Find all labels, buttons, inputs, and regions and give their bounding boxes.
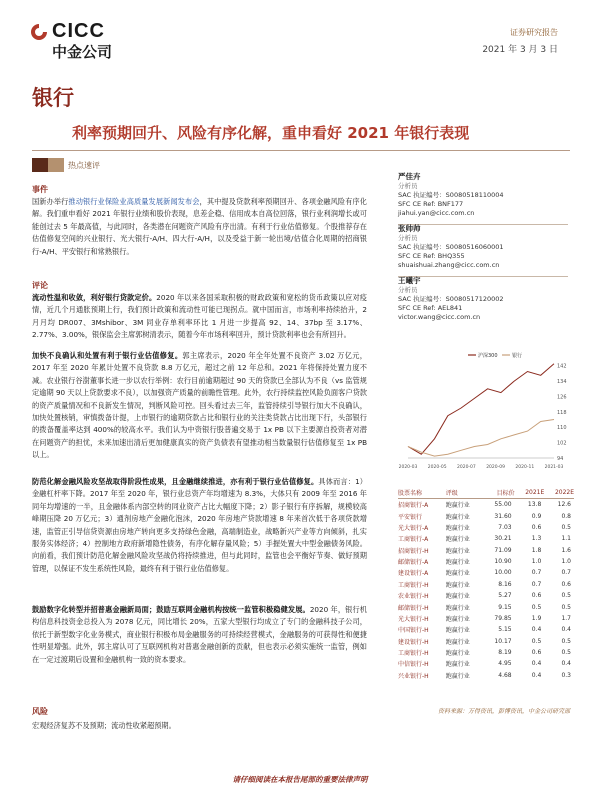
table-row <box>398 636 574 647</box>
analyst-role: 分析员 <box>398 234 418 242</box>
analyst-email[interactable]: jiahui.yan@cicc.com.cn <box>398 209 475 217</box>
x-tick-label: 2020-11 <box>515 465 535 470</box>
table-cell: 0.6 <box>531 592 542 600</box>
report-type: 证券研究报告 <box>510 28 558 37</box>
table-cell: 79.85 <box>494 614 512 622</box>
y-tick-label: 134 <box>557 379 567 386</box>
table-cell: 1.0 <box>561 558 571 566</box>
table-cell: 0.4 <box>531 671 542 679</box>
tag-label: 热点速评 <box>68 161 100 170</box>
table-cell: 兴业银行-H <box>398 672 429 680</box>
table-cell: 4.95 <box>498 660 512 668</box>
table-header-cell: 股票名称 <box>398 487 446 499</box>
table-header-cell: 2021E <box>515 487 545 499</box>
table-cell: 5.15 <box>498 626 512 634</box>
report-date: 2021 年 3 月 3 日 <box>482 45 558 55</box>
table-cell: 0.5 <box>561 649 571 657</box>
table-cell: 跑赢行业 <box>445 524 470 532</box>
table-cell: 平安银行 <box>398 513 423 521</box>
risk-heading: 风险 <box>32 707 48 716</box>
analyst-name: 严佳卉 <box>398 172 421 181</box>
table-cell: 0.7 <box>561 569 571 577</box>
table-cell: 跑赢行业 <box>445 536 470 544</box>
table-cell: 0.7 <box>531 569 542 577</box>
table-cell: 8.19 <box>498 649 512 657</box>
table-row <box>398 533 574 544</box>
y-tick-label: 94 <box>557 456 564 462</box>
divider <box>32 150 570 151</box>
table-row <box>398 510 574 521</box>
y-tick-label: 110 <box>557 425 567 432</box>
event-paragraph <box>32 196 367 258</box>
table-cell: 光大银行-H <box>398 615 429 623</box>
y-tick-label: 118 <box>557 409 567 416</box>
analyst-email[interactable]: victor.wang@cicc.com.cn <box>398 313 481 321</box>
table-cell: 中国银行-H <box>398 627 429 635</box>
table-cell: 跑赢行业 <box>445 650 470 658</box>
comment-p1-text: 2020 年以来各国采取积极的财政政策和宽松的货币政策以应对疫情，近几个月通胀预期上行，我们预计政策和流动性可能已现拐点。就中国而言，市场利率持续抬升，2 月月均 DR007、3Mshibor、3M 同业存单利率环比 1 月进一步提高 92、14、37bp 至 3.17%、2.77%、3.00%，银保监会主席郭树清表示，随着今年市场利率回升，预计贷款利率也会有所回升。 <box>32 293 367 340</box>
table-row <box>398 658 574 669</box>
table-cell: 跑赢行业 <box>445 661 470 669</box>
table-cell: 10.17 <box>494 637 512 645</box>
table-cell: 8.16 <box>498 580 512 588</box>
table-row <box>398 647 574 658</box>
comment-p4-bold: 鼓励数字化转型并招普惠金融新局面；鼓励互联网金融机构按统一监管积极稳健发展。 <box>32 605 310 614</box>
table-row <box>398 499 574 511</box>
table-cell: 跑赢行业 <box>445 513 470 521</box>
x-tick-label: 2020-05 <box>427 465 447 470</box>
table-cell: 13.8 <box>527 501 542 509</box>
table-header-cell: 评级 <box>446 487 483 499</box>
table-row <box>398 567 574 578</box>
table-header-cell: 目标价 <box>483 487 514 499</box>
table-source: 资料来源：万得资讯，彭博资讯，中金公司研究部 <box>437 708 570 715</box>
table-row <box>398 624 574 635</box>
table-cell: 跑赢行业 <box>445 502 470 510</box>
comment-p4-text: 2020 年，银行机构信息科技资金总投入为 2078 亿元，同比增长 20%，五家大型银行均成立了专门的金融科技子公司，依托于新型数字化业务模式，商业银行积极布局金融服务的可持续经营模式，金融服务的可获得性和便捷性明显增强。此外，郭主席认可了互联网机构对普惠金融创新的贡献，但也表示必须实施统一监管，例如在一定过渡期后设置和金融机构一致的资本要求。 <box>32 605 367 664</box>
table-cell: 跑赢行业 <box>445 615 470 623</box>
table-cell: 0.4 <box>561 626 571 634</box>
table-row <box>398 522 574 533</box>
table-cell: 1.8 <box>531 546 542 554</box>
analyst-sac: SAC 执证编号：S0080516060001 <box>398 243 504 251</box>
table-cell: 0.5 <box>531 603 542 611</box>
table-cell: 0.5 <box>561 592 571 600</box>
x-tick-label: 2020-07 <box>456 465 476 470</box>
y-tick-label: 102 <box>557 440 567 447</box>
tag-bar <box>32 158 64 172</box>
table-cell: 工商银行-H <box>398 650 429 658</box>
analyst-sac: SAC 执证编号：S0080518110004 <box>398 191 504 199</box>
event-text-post: ，其中提及贷款利率预期回升、各项金融风险有序化解。我们重申看好 2021 年银行业绩和股价表现，息差企稳、信用成本自高位回落，银行业利润增长或可能创过去 5 年最高值，与此同时，各类潜在问题资产风险有序出清。有利于行业估值修复。个股推荐存在估值修复空间的兴业银行、光大银行-A/H、四大行-A/H，以及受益于新一轮出境/估值合化周期的招商银行-A/H、平安银行和常熟银行。 <box>32 197 367 256</box>
table-cell: 1.0 <box>531 558 542 566</box>
legal-footer: 请仔细阅读在本报告尾部的重要法律声明 <box>232 775 368 784</box>
table-cell: 0.6 <box>531 649 542 657</box>
table-cell: 跑赢行业 <box>445 604 470 612</box>
press-conference-link[interactable]: 推动银行业保险业高质量发展新闻发布会 <box>68 197 200 206</box>
header-meta <box>482 27 558 55</box>
table-row <box>398 590 574 601</box>
analyst-card <box>398 276 568 322</box>
series-line-2 <box>408 420 554 457</box>
table-cell: 跑赢行业 <box>445 570 470 578</box>
table-cell: 建设银行-A <box>398 570 429 578</box>
comment-paragraph-2 <box>32 350 367 462</box>
table-cell: 跑赢行业 <box>445 638 470 646</box>
comment-p1-bold: 流动性温和收敛，利好银行贷款定价。 <box>32 293 157 302</box>
table-cell: 31.60 <box>494 512 512 520</box>
table-cell: 中信银行-H <box>398 661 429 669</box>
price-chart <box>398 350 574 480</box>
legend-label: 沪深300 <box>478 353 498 359</box>
analyst-role: 分析员 <box>398 182 418 190</box>
logo-cn: 中金公司 <box>52 43 113 61</box>
table-cell: 1.9 <box>531 614 542 622</box>
table-cell: 0.4 <box>531 660 542 668</box>
table-cell: 71.09 <box>494 546 512 554</box>
table-cell: 0.5 <box>561 523 571 531</box>
series-line-1 <box>408 364 554 454</box>
table-cell: 0.9 <box>531 512 542 520</box>
headline: 利率预期回升、风险有序化解，重申看好 2021 年银行表现 <box>72 124 470 142</box>
table-cell: 0.8 <box>561 512 571 520</box>
analyst-name: 王曦宇 <box>398 276 421 285</box>
table-cell: 跑赢行业 <box>445 627 470 635</box>
table-cell: 0.5 <box>561 603 571 611</box>
company-logo <box>32 20 112 62</box>
table-cell: 12.6 <box>557 501 571 509</box>
table-cell: 跑赢行业 <box>445 547 470 555</box>
table-cell: 10.00 <box>494 569 512 577</box>
x-tick-label: 2021-03 <box>544 465 564 470</box>
comment-heading: 评论 <box>32 281 48 290</box>
table-header-row <box>398 487 574 499</box>
table-cell: 邮储银行-H <box>398 604 429 612</box>
table-cell: 跑赢行业 <box>445 559 470 567</box>
table-cell: 工商银行-A <box>398 536 429 544</box>
comment-p2-text: 郭主席表示，2020 年全年处置不良资产 3.02 万亿元，2017 年至 2020 年累计处置不良贷款 8.8 万亿元，超过之前 12 年总和。2021 年将保持处置力度不减。农业银行谷澍董事长进一步以农行举例：农行目前逾期超过 90 天的贷款已全部认为不良（vs 监管规定逾期 90 天以上贷款要求不良），以加强资产质量的前瞻性管理。此外，农行持续监控风险负面客户贷款的资产质量情况和不良新发生情况，判断风险可控。回头看过去三年，监管持续引导银行加大不良确认，加快处置核销，审慎拨备计提，上市银行的逾期贷款占比和银行业的关注类贷款占比出现下行，头部银行的拨备覆盖率达到 400%的较高水平。我们认为中资银行股普遍交易于 1x PB 以下主要源自投资者对潜在问题资产的担忧，未来加速出清后更加健康真实的资产负债表有望推动相当数量银行估值修复至 1x PB 以上。 <box>32 351 367 460</box>
table-cell: 1.7 <box>561 614 571 622</box>
analyst-name: 张帅帅 <box>398 224 421 233</box>
table-cell: 建设银行-H <box>398 638 429 646</box>
comment-p3-text: 具体而言：1）金融杠杆率下降。2017 年至 2020 年，银行业总资产年均增速为 8.3%，大体只有 2009 年至 2016 年同年均增速的一半，且金融体系内部空转的同业资产占比大幅度下降；2）影子银行有序拆解，规模较高峰期压降 20 万亿元；3）通剂房地产金融化泡沫，2020 年房地产贷款增速 8 年来首次低于各项贷款增速，监管正引导信贷资源由房地产转向更多支持绿色金融，高端制造业，战略新兴产业等方向倾斜，扎实服务实体经济；4）控制地方政府新增隐性债务，有序化解存量风险；5）手握处置大中型金融债务风险。向前看，我们预计防范化解金融风险攻坚战仍将持续推进，但与此同时，监管也会平衡好节奏、做好预期管理，以保证不发生系统性风险，最终有利于银行业估值修复。 <box>32 477 367 573</box>
analyst-email[interactable]: shuaishuai.zhang@cicc.com.cn <box>398 261 500 269</box>
table-cell: 30.21 <box>494 535 512 543</box>
stock-table <box>398 487 574 681</box>
table-cell: 10.90 <box>494 558 512 566</box>
legend-label: 银行 <box>512 353 523 359</box>
table-row <box>398 545 574 556</box>
analyst-sfc: SFC CE Ref: BHQ355 <box>398 252 465 260</box>
table-cell: 跑赢行业 <box>445 581 470 589</box>
analyst-card <box>398 172 568 225</box>
event-text-pre: 国新办举行 <box>32 197 69 206</box>
table-row <box>398 556 574 567</box>
logo-en: CICC <box>52 20 105 42</box>
table-cell: 0.6 <box>531 523 542 531</box>
table-header-cell: 2022E <box>544 487 574 499</box>
table-cell: 招商银行-A <box>398 502 429 510</box>
table-cell: 5.27 <box>498 592 512 600</box>
table-cell: 0.3 <box>561 671 571 679</box>
table-row <box>398 670 574 681</box>
analyst-sfc: SFC CE Ref: BNF177 <box>398 200 464 208</box>
analyst-sfc: SFC CE Ref: AEL841 <box>398 304 463 312</box>
table-cell: 跑赢行业 <box>445 593 470 601</box>
analyst-role: 分析员 <box>398 286 418 294</box>
table-cell: 7.03 <box>498 523 512 531</box>
table-row <box>398 579 574 590</box>
table-cell: 1.6 <box>561 546 571 554</box>
sector-title: 银行 <box>32 86 74 110</box>
x-tick-label: 2020-09 <box>486 465 506 470</box>
comment-paragraph-3 <box>32 476 367 575</box>
table-cell: 0.5 <box>561 637 571 645</box>
risk-paragraph: 宏观经济复苏不及预期；流动性收紧超预期。 <box>32 721 176 730</box>
cicc-logo-icon <box>30 23 48 41</box>
table-cell: 55.00 <box>494 501 512 509</box>
table-cell: 工商银行-H <box>398 581 429 589</box>
table-cell: 4.68 <box>498 671 512 679</box>
table-cell: 1.1 <box>561 535 571 543</box>
comment-paragraph-4 <box>32 604 367 666</box>
table-cell: 0.4 <box>561 660 571 668</box>
y-tick-label: 142 <box>557 363 567 370</box>
comment-p2-bold: 加快不良确认和处置有利于银行业估值修复。 <box>32 351 183 360</box>
x-tick-label: 2020-03 <box>398 465 418 470</box>
table-cell: 农业银行-H <box>398 593 429 601</box>
table-cell: 1.3 <box>531 535 542 543</box>
table-cell: 光大银行-A <box>398 524 429 532</box>
table-cell: 邮储银行-A <box>398 559 429 567</box>
analyst-sac: SAC 执证编号：S0080517120002 <box>398 295 504 303</box>
table-row <box>398 613 574 624</box>
table-cell: 0.7 <box>531 580 542 588</box>
table-cell: 招商银行-H <box>398 547 429 555</box>
table-cell: 0.4 <box>531 626 542 634</box>
event-heading: 事件 <box>32 185 48 194</box>
y-tick-label: 126 <box>557 394 567 401</box>
table-cell: 0.5 <box>531 637 542 645</box>
analyst-card <box>398 224 568 277</box>
table-cell: 0.6 <box>561 580 571 588</box>
comment-p3-bold: 防范化解金融风险攻坚战取得阶段性成果，且金融继续推进，亦有利于银行业估值修复。 <box>32 477 319 486</box>
table-row <box>398 601 574 612</box>
comment-paragraph-1 <box>32 292 367 342</box>
table-cell: 9.15 <box>498 603 512 611</box>
table-cell: 跑赢行业 <box>445 672 470 680</box>
